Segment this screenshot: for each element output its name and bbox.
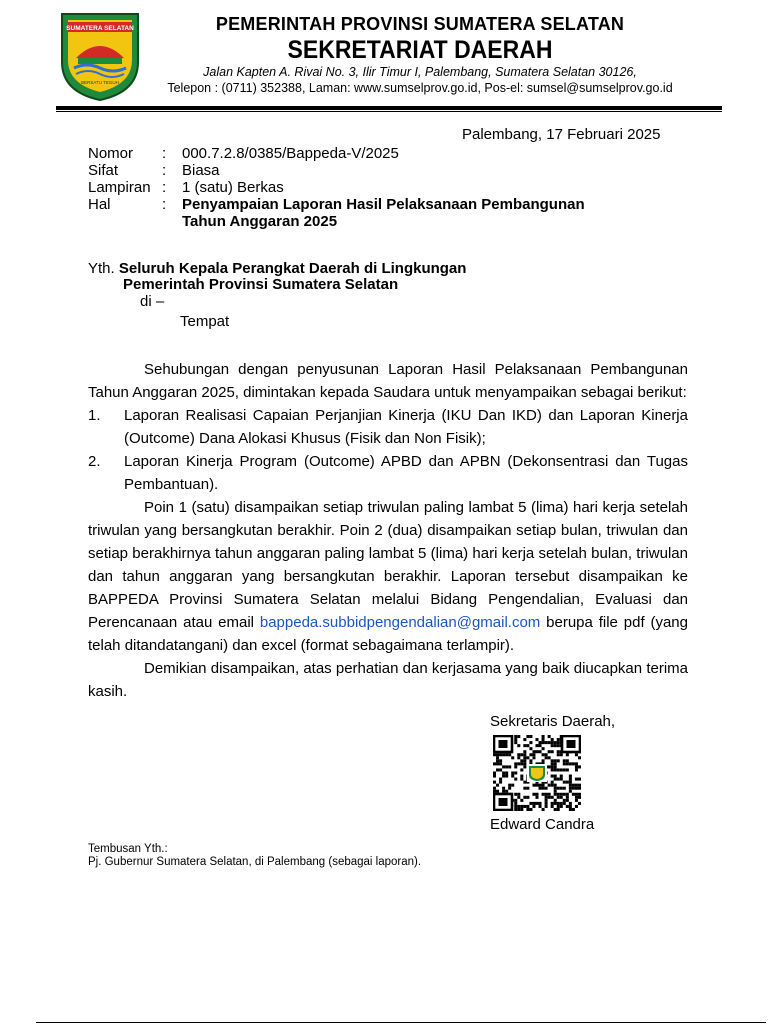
meta-sep: : — [162, 145, 167, 162]
list-item — [88, 404, 688, 450]
letter-date: Palembang, 17 Februari 2025 — [462, 126, 661, 143]
paragraph-2-text: Poin 1 (satu) disampaikan setiap triwulan paling lambat 5 (lima) hari kerja setelah triwulan yang bersangkutan berakhir. Poin 2 (dua) disampaikan setiap bulan, triwulan dan setiap berakhirnya tahun anggaran paling lambat 5 (lima) hari kerja setelah bulan, triwulan dan tahun anggaran yang bersangkutan berakhir. Laporan tersebut disampaikan ke BAPPEDA Provinsi Sumatera Selatan melalui Bidang Pengendalian, Evaluasi dan Perencanaan atau email — [88, 499, 688, 631]
meta-row-hal — [88, 196, 622, 230]
recipient-prefix: Yth. — [88, 260, 115, 277]
meta-value: 000.7.2.8/0385/Bappeda-V/2025 — [182, 145, 399, 162]
header-government-name: PEMERINTAH PROVINSI SUMATERA SELATAN — [215, 14, 625, 34]
header-contact: Telepon : (0711) 352388, Laman: www.sumselprov.go.id, Pos-el: sumsel@sumselprov.go.id — [167, 81, 673, 95]
letter-body — [88, 358, 688, 703]
list-text: Laporan Kinerja Program (Outcome) APBD dan APBN (Dekonsentrasi dan Tugas Pembantuan). — [124, 453, 688, 493]
list-number: 2. — [88, 453, 101, 470]
meta-value: 1 (satu) Berkas — [182, 179, 284, 196]
meta-key: Lampiran — [88, 179, 151, 196]
footer-rule — [36, 1022, 766, 1023]
signature-qr-code-icon — [493, 735, 581, 811]
subject-line-1: Penyampaian Laporan Hasil Pelaksanaan Pembangunan — [182, 196, 585, 213]
meta-key: Hal — [88, 196, 111, 213]
header-office-name: SEKRETARIAT DAERAH — [287, 36, 553, 64]
body-paragraph-1: Sehubungan dengan penyusunan Laporan Hasil Pelaksanaan Pembangunan Tahun Anggaran 2025, dimintakan kepada Saudara untuk menyampaikan sebagai berikut: — [88, 361, 688, 401]
meta-sep: : — [162, 196, 167, 213]
list-number: 1. — [88, 407, 101, 424]
meta-value: Biasa — [182, 162, 220, 179]
body-list — [88, 404, 688, 496]
tembusan-item: Pj. Gubernur Sumatera Selatan, di Palembang (sebagai laporan). — [88, 856, 422, 868]
email-link[interactable]: bappeda.subbidpengendalian@gmail.com — [259, 614, 541, 631]
meta-row-sifat — [88, 162, 622, 179]
body-paragraph-3: Demikian disampaikan, atas perhatian dan kerjasama yang baik diucapkan terima kasih. — [88, 660, 688, 700]
meta-key: Nomor — [88, 145, 134, 162]
letterhead-rule-thin — [56, 111, 722, 112]
body-paragraph-2 — [88, 496, 688, 657]
list-item — [88, 450, 688, 496]
recipient-line-1: Seluruh Kepala Perangkat Daerah di Lingkungan — [118, 260, 467, 277]
subject-line-2: Tahun Anggaran 2025 — [182, 213, 338, 230]
paragraph-2-text-end: berupa file pdf (yang telah ditandatangani) dan excel (format sebagaimana terlampir). — [88, 614, 688, 654]
signer-title: Sekretaris Daerah, — [490, 713, 616, 730]
meta-row-lampiran — [88, 179, 622, 196]
logo-text-bottom: BERSATU TEGUH — [81, 80, 119, 85]
recipient-line-2: Pemerintah Provinsi Sumatera Selatan — [123, 276, 399, 293]
list-text: Laporan Realisasi Capaian Perjanjian Kinerja (IKU Dan IKD) dan Laporan Kinerja (Outcome) Dana Alokasi Khusus (Fisik dan Non Fisik); — [124, 407, 688, 447]
signer-name: Edward Candra — [490, 816, 595, 833]
meta-row-nomor — [88, 145, 622, 162]
tembusan-block — [88, 843, 421, 869]
meta-key: Sifat — [88, 162, 119, 179]
logo-text-top: SUMATERA SELATAN — [66, 25, 134, 32]
meta-sep: : — [162, 179, 167, 196]
recipient-block — [88, 261, 466, 293]
header-address: Jalan Kapten A. Rivai No. 3, Ilir Timur I, Palembang, Sumatera Selatan 30126, — [203, 65, 637, 79]
recipient-tempat: Tempat — [180, 313, 230, 330]
recipient-di: di – — [140, 293, 165, 310]
meta-sep: : — [162, 162, 167, 179]
letter-meta — [88, 145, 622, 230]
letterhead-rule — [56, 106, 722, 110]
tembusan-label: Tembusan Yth.: — [88, 843, 168, 855]
meta-value-subject — [182, 196, 622, 230]
